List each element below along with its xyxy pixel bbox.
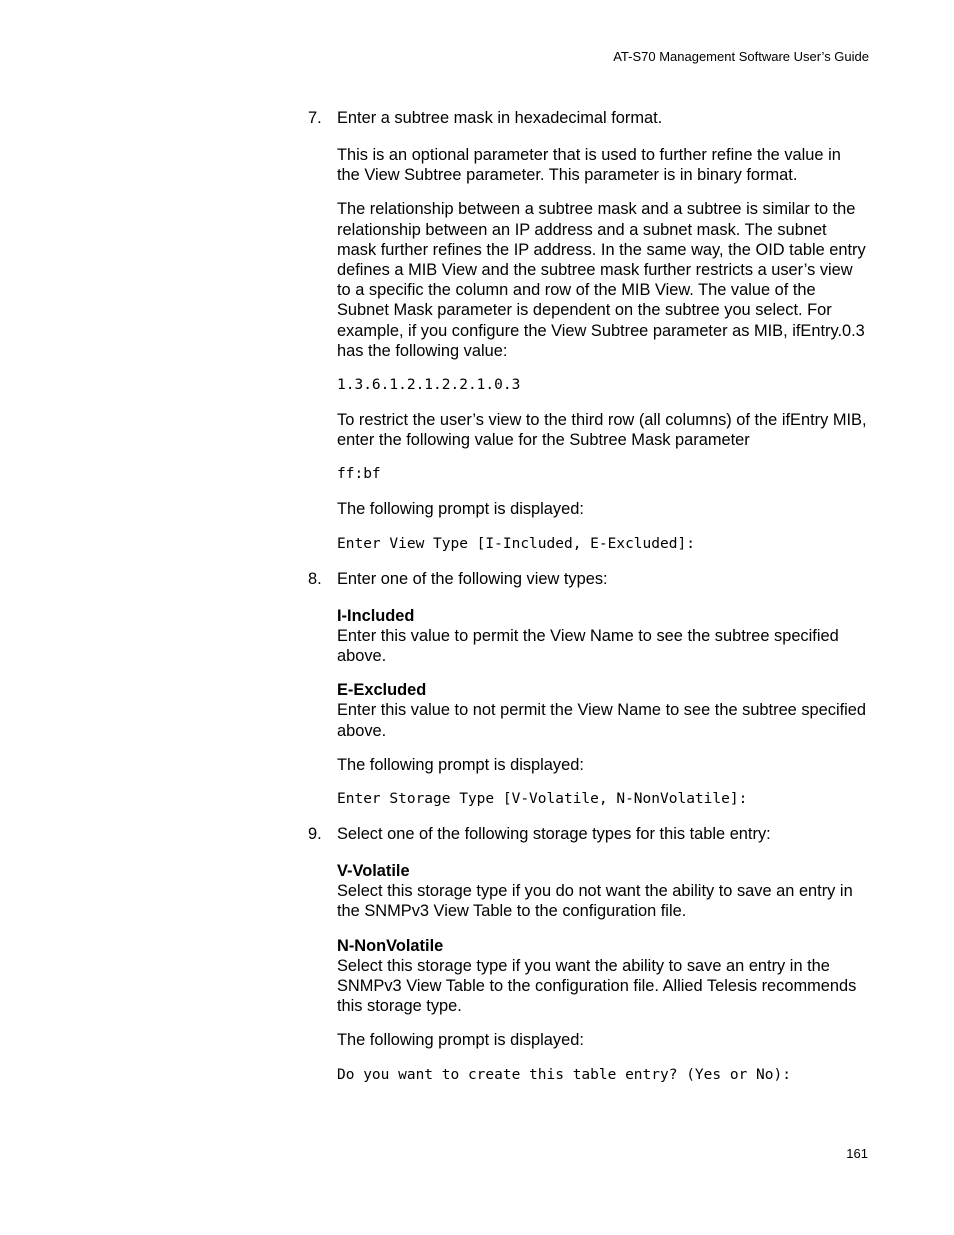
step-7 — [308, 108, 868, 128]
definition-item — [337, 936, 868, 1017]
definition-item — [337, 861, 868, 922]
step-number: 7. — [308, 109, 322, 127]
definition-term: N-NonVolatile — [337, 936, 444, 955]
step-number: 8. — [308, 569, 322, 588]
code-example: ff:bf — [337, 466, 381, 483]
definition-description: Enter this value to permit the View Name to see the subtree specified above. — [337, 626, 839, 666]
paragraph: The following prompt is displayed: — [337, 1031, 584, 1050]
step-8-details — [337, 606, 868, 809]
step-9 — [308, 824, 868, 844]
step-8 — [308, 569, 868, 589]
code-example: 1.3.6.1.2.1.2.2.1.0.3 — [337, 377, 521, 394]
step-text: Enter one of the following view types: — [337, 569, 608, 588]
definition-description: Select this storage type if you want the ability to save an entry in the SNMPv3 View Table to the configuration file. Allied Telesis recommends this storage type. — [337, 956, 857, 1016]
paragraph: This is an optional parameter that is used to further refine the value in the View Subtree parameter. This parameter is in binary format. — [337, 146, 841, 185]
step-text: Select one of the following storage types for this table entry: — [337, 825, 771, 844]
step-text: Enter a subtree mask in hexadecimal format. — [337, 109, 663, 127]
page-body — [308, 108, 868, 1100]
definition-term: V-Volatile — [337, 862, 410, 881]
definition-term: I-Included — [337, 606, 415, 625]
definition-term: E-Excluded — [337, 681, 427, 700]
step-number: 9. — [308, 825, 322, 844]
paragraph: The relationship between a subtree mask and a subtree is similar to the relationship between an IP address and a subnet mask. The subnet mask further refines the IP address. In the same way, the OID table entry defines a MIB View and the subtree mask further restricts a user’s view to a specific the column and row of the MIB View. The value of the Subnet Mask parameter is dependent on the subtree you select. For example, if you configure the View Subtree parameter as MIB, ifEntry.0.3 has the following value: — [337, 200, 866, 360]
cli-prompt: Enter Storage Type [V-Volatile, N-NonVolatile]: — [337, 791, 748, 808]
cli-prompt: Do you want to create this table entry? (Yes or No): — [337, 1066, 791, 1083]
cli-prompt: Enter View Type [I-Included, E-Excluded]: — [337, 535, 695, 552]
definition-description: Select this storage type if you do not want the ability to save an entry in the SNMPv3 View Table to the configuration file. — [337, 882, 853, 921]
page-number: 161 — [846, 1146, 868, 1161]
paragraph: The following prompt is displayed: — [337, 755, 584, 774]
definition-item — [337, 606, 868, 667]
paragraph: To restrict the user’s view to the third row (all columns) of the ifEntry MIB, enter the following value for the Subtree Mask parameter — [337, 411, 867, 450]
running-header: AT-S70 Management Software User’s Guide — [613, 49, 869, 64]
paragraph: The following prompt is displayed: — [337, 500, 584, 519]
step-7-details — [337, 145, 868, 554]
definition-item — [337, 680, 868, 741]
definition-description: Enter this value to not permit the View Name to see the subtree specified above. — [337, 701, 867, 740]
step-9-details — [337, 861, 868, 1085]
